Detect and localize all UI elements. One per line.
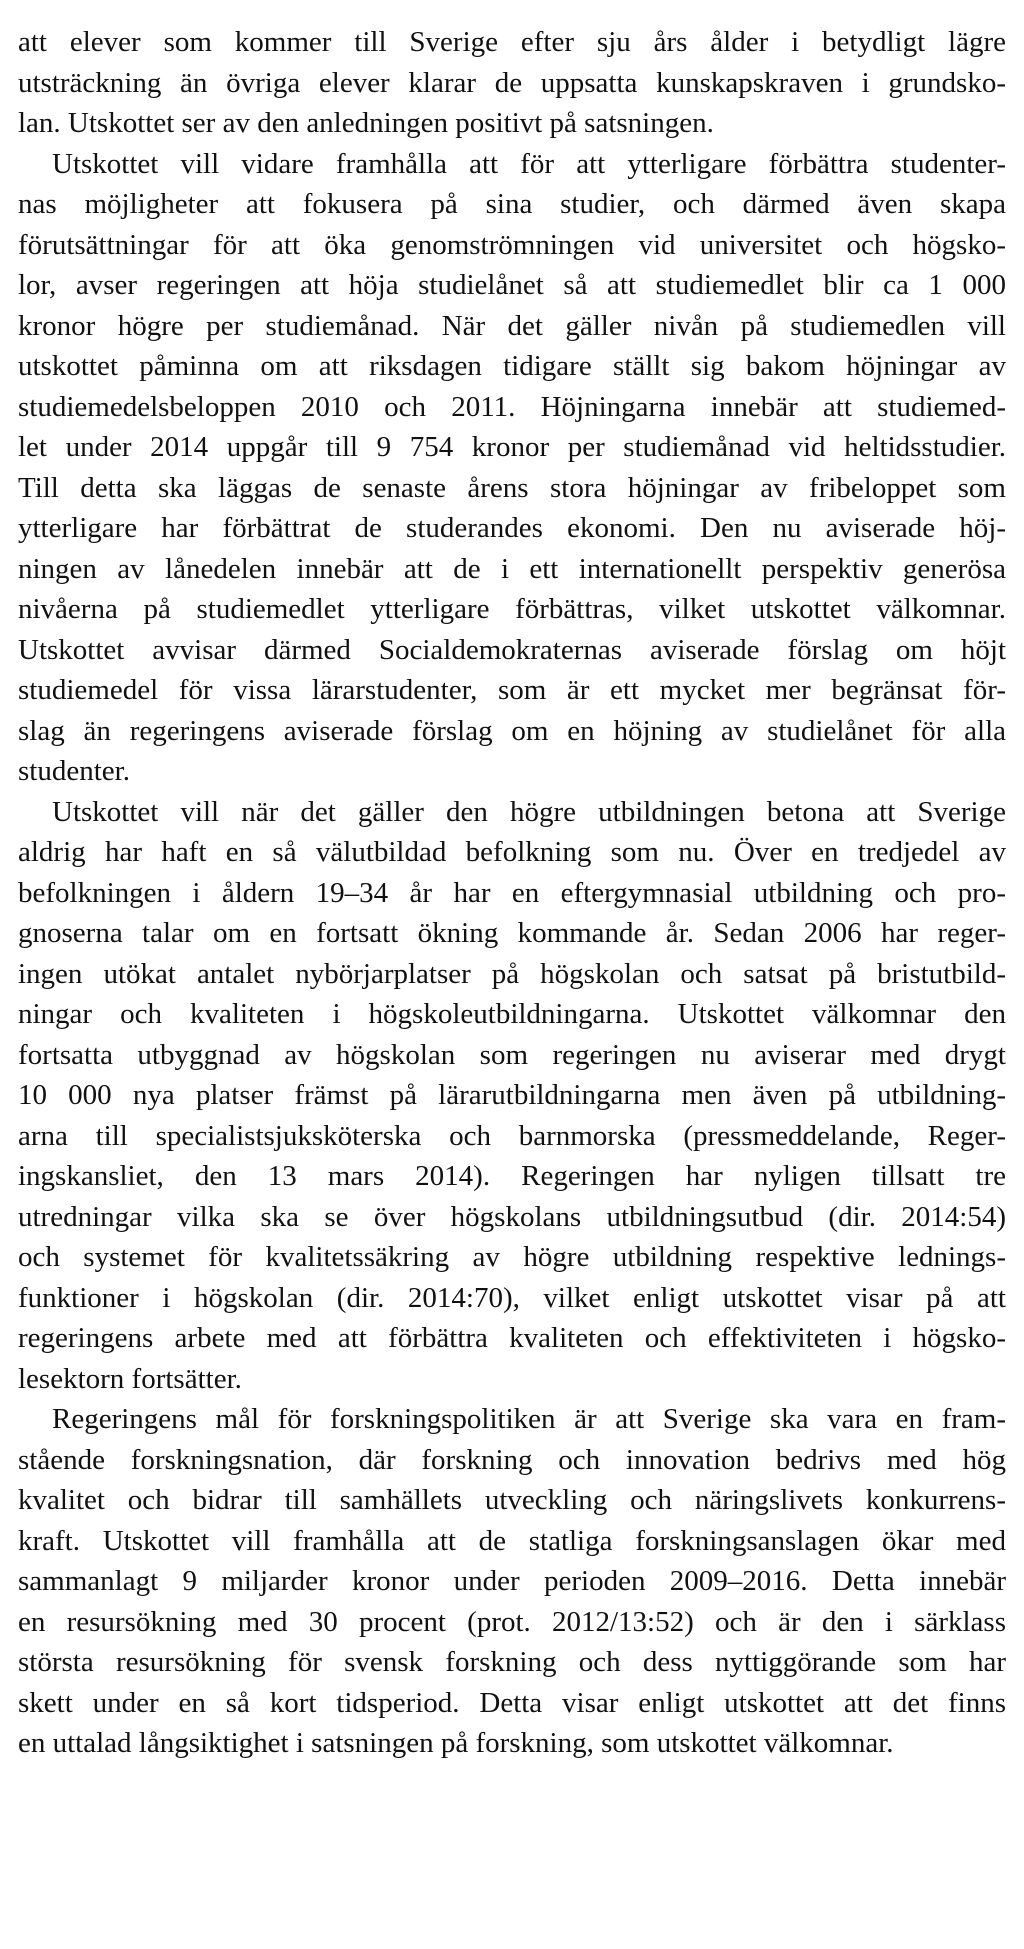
text-line: gnoserna talar om en fortsatt ökning kommande år. Sedan 2006 har reger- [18,917,1006,949]
text-line: regeringens arbete med att förbättra kvaliteten och effektiviteten i högsko- [18,1322,1006,1354]
text-line: att elever som kommer till Sverige efter sju års ålder i betydligt lägre [18,26,1006,58]
text-line: aldrig har haft en så välutbildad befolkning som nu. Över en tredjedel av [18,836,1006,868]
text-line: nivåerna på studiemedlet ytterligare förbättras, vilket utskottet välkomnar. [18,593,1006,625]
text-line: studenter. [18,755,130,787]
text-line: utredningar vilka ska se över högskolans utbildningsutbud (dir. 2014:54) [18,1200,1006,1233]
text-line: ytterligare har förbättrat de studerandes ekonomi. Den nu aviserade höj- [18,512,1006,544]
text-line: kraft. Utskottet vill framhålla att de statliga forskningsanslagen ökar med [18,1524,1006,1557]
text-line: ingskansliet, den 13 mars 2014). Regeringen har nyligen tillsatt tre [18,1160,1006,1192]
document-page [18,22,1006,1764]
text-line: största resursökning för svensk forskning och dess nyttiggörande som har [18,1646,1006,1678]
text-line: stående forskningsnation, där forskning och innovation bedrivs med hög [18,1443,1006,1476]
text-line: Regeringens mål för forskningspolitiken är att Sverige ska vara en fram- [52,1403,1006,1435]
text-line: Utskottet vill när det gäller den högre utbildningen betona att Sverige [52,795,1006,828]
text-line: slag än regeringens aviserade förslag om en höjning av studielånet för alla [18,714,1006,747]
text-line: ningen av lånedelen innebär att de i ett internationellt perspektiv generösa [18,552,1006,585]
text-line: kvalitet och bidrar till samhällets utveckling och näringslivets konkurrens- [18,1484,1006,1516]
text-line: Utskottet vill vidare framhålla att för att ytterligare förbättra studenter- [52,147,1006,180]
paragraph [18,22,1006,144]
text-line: let under 2014 uppgår till 9 754 kronor per studiemånad vid heltidsstudier. [18,431,1006,463]
text-line: studiemedel för vissa lärarstudenter, som är ett mycket mer begränsat för- [18,674,1006,706]
text-line: utsträckning än övriga elever klarar de uppsatta kunskapskraven i grundsko- [18,66,1006,99]
text-line: ingen utökat antalet nybörjarplatser på högskolan och satsat på bristutbild- [18,957,1006,990]
text-line: befolkningen i åldern 19–34 år har en eftergymnasial utbildning och pro- [18,876,1006,909]
text-line: utskottet påminna om att riksdagen tidigare ställt sig bakom höjningar av [18,350,1006,382]
text-line: och systemet för kvalitetssäkring av högre utbildning respektive lednings- [18,1241,1006,1273]
text-line: skett under en så kort tidsperiod. Detta visar enligt utskottet att det finns [18,1686,1006,1719]
paragraph [18,1399,1006,1764]
text-line: nas möjligheter att fokusera på sina studier, och därmed även skapa [18,188,1006,220]
text-line: förutsättningar för att öka genomströmningen vid universitet och högsko- [18,228,1006,261]
text-line: fortsatta utbyggnad av högskolan som regeringen nu aviserar med drygt [18,1038,1006,1071]
paragraph [18,144,1006,792]
text-line: ningar och kvaliteten i högskoleutbildningarna. Utskottet välkomnar den [18,998,1006,1030]
text-line: lan. Utskottet ser av den anledningen positivt på satsningen. [18,107,714,139]
text-line: lor, avser regeringen att höja studielånet så att studiemedlet blir ca 1 000 [18,269,1006,301]
text-line: arna till specialistsjuksköterska och barnmorska (pressmeddelande, Reger- [18,1119,1006,1152]
text-line: Utskottet avvisar därmed Socialdemokraternas aviserade förslag om höjt [18,633,1006,666]
text-line: Till detta ska läggas de senaste årens stora höjningar av fribeloppet som [18,471,1006,504]
text-line: en resursökning med 30 procent (prot. 2012/13:52) och är den i särklass [18,1605,1006,1638]
text-line: sammanlagt 9 miljarder kronor under perioden 2009–2016. Detta innebär [18,1565,1006,1597]
text-line: 10 000 nya platser främst på lärarutbildningarna men även på utbildning- [18,1079,1006,1111]
text-line: en uttalad långsiktighet i satsningen på forskning, som utskottet välkomnar. [18,1727,894,1759]
paragraph [18,792,1006,1400]
text-line: studiemedelsbeloppen 2010 och 2011. Höjningarna innebär att studiemed- [18,390,1006,423]
text-line: funktioner i högskolan (dir. 2014:70), vilket enligt utskottet visar på att [18,1281,1006,1314]
text-line: lesektorn fortsätter. [18,1362,242,1395]
text-line: kronor högre per studiemånad. När det gäller nivån på studiemedlen vill [18,309,1006,342]
